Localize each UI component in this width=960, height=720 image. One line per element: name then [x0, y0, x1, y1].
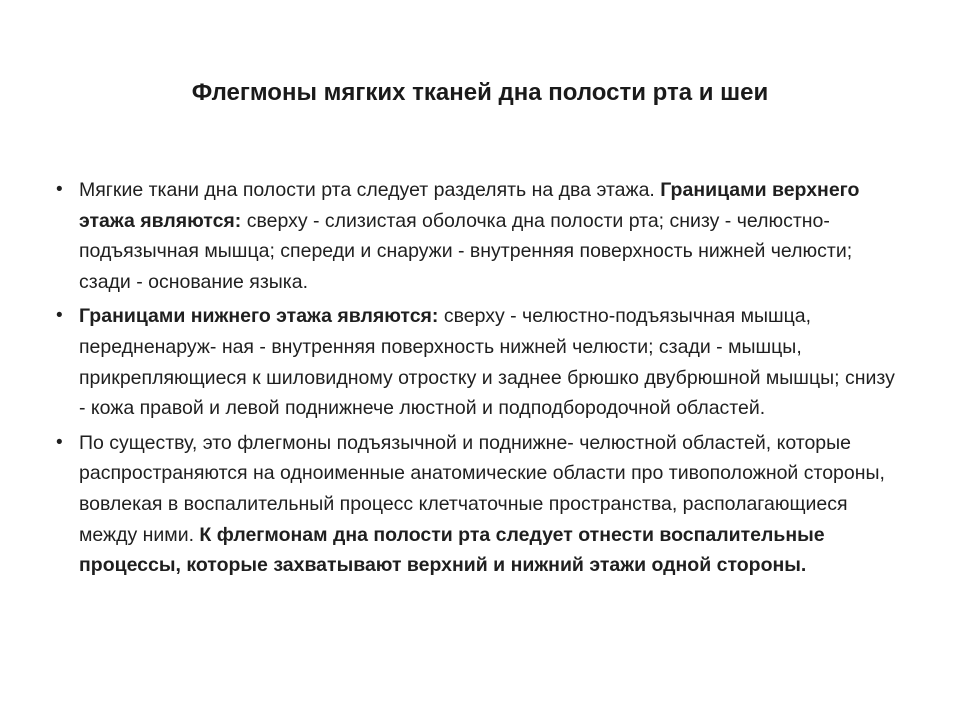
bullet-dot-icon: • — [56, 431, 63, 453]
bullet-item-2 — [56, 301, 906, 423]
bullet-item-3 — [56, 428, 906, 581]
bullet-3-text: По существу, это флегмоны подъязычной и поднижне- челюстной областей, которые распространяются на одноименные анатомические области про тивоположной стороны, вовлекая в воспалительный процесс клетчаточные пространства, располагающиеся между ними. — [79, 431, 885, 546]
bullet-1-bold: Границами верхнего этажа являются: — [79, 179, 860, 232]
bullet-2-bold: Границами нижнего этажа являются: — [79, 305, 439, 328]
bullet-dot-icon: • — [56, 305, 63, 327]
slide-title: Флегмоны мягких тканей дна полости рта и шеи — [191, 79, 769, 106]
bullet-1-text: Мягкие ткани дна полости рта следует разделять на два этажа. — [79, 179, 661, 201]
bullet-list — [56, 175, 906, 585]
bullet-3-bold: К флегмонам дна полости рта следует отнести воспалительные процессы, которые захватывают верхний и нижний этажи одной стороны. — [79, 523, 825, 577]
bullet-dot-icon: • — [56, 179, 63, 200]
bullet-item-1 — [56, 175, 906, 297]
bullet-1-text-cont: сверху - слизистая оболочка дна полости рта; снизу - челюстно-подъязычная мышца; спереди и снаружи - внутренняя поверхность нижней челюсти; сзади - основание языка. — [79, 209, 853, 293]
bullet-2-text: сверху - челюстно-подъязычная мышца, передненаруж- ная - внутренняя поверхность нижней челюсти; сзади - мышцы, прикрепляющиеся к шиловидному отростку и заднее брюшко двубрюшной мышцы; снизу - кожа правой и левой поднижнече люстной и подподбородочной областей. — [79, 305, 895, 420]
